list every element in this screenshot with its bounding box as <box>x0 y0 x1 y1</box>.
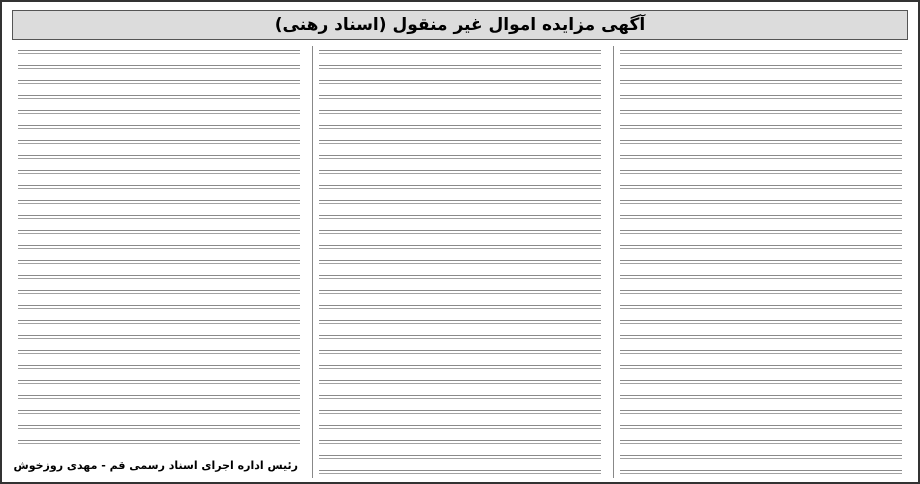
body-column-right <box>613 46 908 478</box>
body-column-middle <box>312 46 607 478</box>
signature-line: رئیس اداره اجرای اسناد رسمی قم - مهدی روزخوش <box>13 459 298 472</box>
body-column-left <box>12 46 306 478</box>
notice-body <box>12 46 908 478</box>
body-text-block <box>319 50 601 474</box>
notice-headline: آگهی مزایده اموال غیر منقول (اسناد رهنی) <box>274 15 646 35</box>
body-text-block <box>18 50 300 452</box>
body-text-block <box>620 50 902 474</box>
notice-header <box>12 10 908 40</box>
